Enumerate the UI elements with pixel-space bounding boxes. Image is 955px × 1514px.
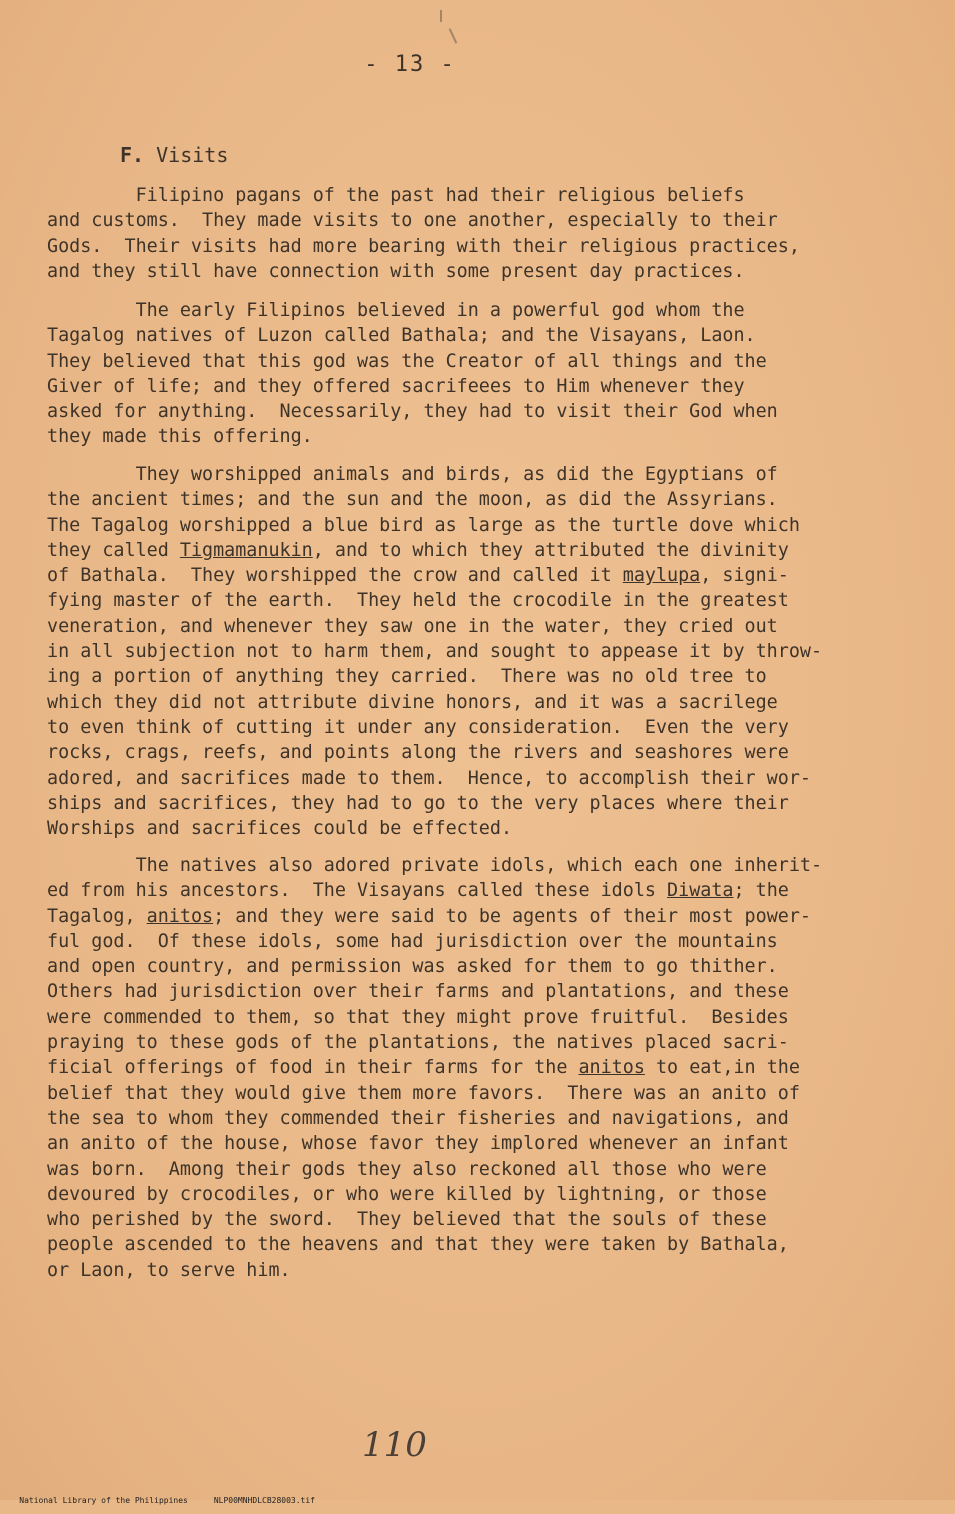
text-line: They believed that this god was the Creator of all things and the — [47, 350, 767, 372]
text-line: to even think of cutting it under any consideration. Even the very — [47, 716, 789, 738]
text-line: an anito of the house, whose favor they implored whenever an infant — [47, 1133, 789, 1155]
text-line: or Laon, to serve him. — [47, 1259, 291, 1281]
text-line: devoured by crocodiles, or who were killed by lightning, or those — [47, 1183, 767, 1205]
text-line: ships and sacrifices, they had to go to the very places where their — [47, 792, 789, 814]
text-line: praying to these gods of the plantations, the natives placed sacri- — [47, 1032, 789, 1054]
text-line: Tagalog, anitos; and they were said to be agents of their most power- — [47, 905, 811, 927]
paragraph-2 — [47, 298, 907, 450]
text-line: ficial offerings of food in their farms for the anitos to eat,in the — [47, 1057, 800, 1079]
text-line: The natives also adored private idols, which each one inherit- — [47, 855, 823, 876]
text-line: in all subjection not to harm them, and sought to appease it by throw- — [47, 641, 823, 663]
page-number: - 13 - — [364, 52, 456, 77]
text-line: which they did not attribute divine honors, and it was a sacrilege — [47, 691, 778, 713]
text-line: The early Filipinos believed in a powerful god whom the — [47, 300, 745, 321]
text-line: ed from his ancestors. The Visayans called these idols Diwata; the — [47, 880, 789, 902]
heading-title: Visits — [156, 143, 229, 167]
text-line: Tagalog natives of Luzon called Bathala; and the Visayans, Laon. — [47, 325, 756, 347]
text-line: asked for anything. Necessarily, they had to visit their God when — [47, 401, 778, 423]
text-line: Filipino pagans of the past had their religious beliefs — [47, 185, 745, 206]
text-line: and open country, and permission was asked for them to go thither. — [47, 956, 778, 978]
text-line: people ascended to the heavens and that they were taken by Bathala, — [47, 1234, 789, 1256]
text-line: and they still have connection with some present day practices. — [47, 260, 745, 282]
text-line: Gods. Their visits had more bearing with their religious practices, — [47, 235, 800, 257]
footer-file: NLP00MNHDLCB28003.tif — [213, 1496, 315, 1505]
text-line: veneration, and whenever they saw one in the water, they cried out — [47, 615, 778, 637]
text-line: they called Tigmamanukin, and to which they attributed the divinity — [47, 539, 789, 561]
ink-speck — [449, 28, 458, 43]
text-line: Others had jurisdiction over their farms and plantations, and these — [47, 981, 789, 1003]
text-line: ing a portion of anything they carried. There was no old tree to — [47, 666, 767, 688]
text-line: the ancient times; and the sun and the moon, as did the Assyrians. — [47, 489, 778, 511]
text-line: they made this offering. — [47, 426, 313, 448]
text-line: the sea to whom they commended their fisheries and navigations, and — [47, 1107, 789, 1129]
text-line: Giver of life; and they offered sacrifeees to Him whenever they — [47, 375, 745, 397]
section-heading — [120, 143, 228, 167]
text-line: ful god. Of these idols, some had jurisdiction over the mountains — [47, 930, 778, 952]
footer-library: National Library of the Philippines — [19, 1496, 188, 1505]
text-line: rocks, crags, reefs, and points along the rivers and seashores were — [47, 742, 789, 764]
handwritten-page-number: 110 — [362, 1425, 427, 1465]
scan-footer — [0, 1487, 341, 1514]
heading-letter: F. — [120, 143, 145, 167]
text-line: were commended to them, so that they might prove fruitful. Besides — [47, 1006, 789, 1028]
text-line: They worshipped animals and birds, as did the Egyptians of — [47, 464, 778, 485]
paragraph-1 — [47, 183, 907, 284]
text-line: belief that they would give them more favors. There was an anito of — [47, 1082, 800, 1104]
text-line: Worships and sacrifices could be effected. — [47, 818, 513, 840]
text-line: of Bathala. They worshipped the crow and called it maylupa, signi- — [47, 565, 789, 587]
text-line: was born. Among their gods they also reckoned all those who were — [47, 1158, 767, 1180]
ink-speck — [440, 10, 442, 22]
text-line: who perished by the sword. They believed that the souls of these — [47, 1209, 767, 1231]
paragraph-3 — [47, 462, 907, 841]
text-line: The Tagalog worshipped a blue bird as large as the turtle dove which — [47, 514, 800, 536]
paragraph-4 — [47, 853, 907, 1283]
text-line: and customs. They made visits to one another, especially to their — [47, 210, 778, 232]
text-line: adored, and sacrifices made to them. Hence, to accomplish their wor- — [47, 767, 811, 789]
text-line: fying master of the earth. They held the crocodile in the greatest — [47, 590, 789, 612]
